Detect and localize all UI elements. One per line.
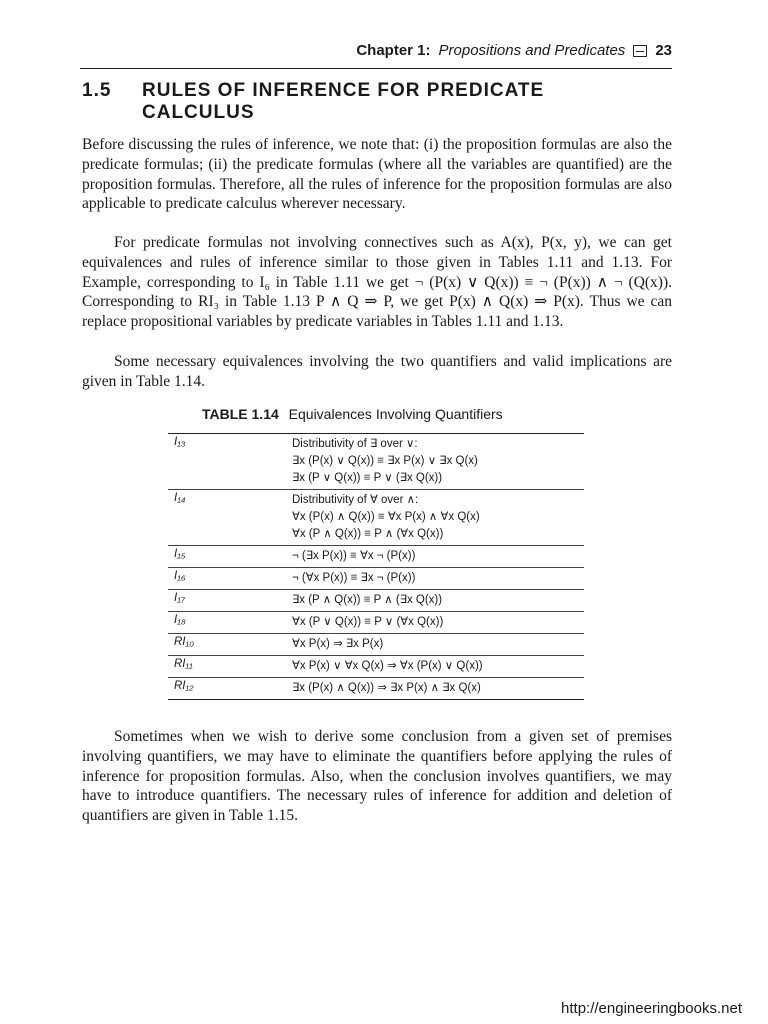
row-label: I₁₃	[174, 436, 186, 448]
page-header	[80, 38, 672, 69]
section-heading	[82, 80, 642, 124]
formula-line: ∃x (P ∨ Q(x)) ≡ P ∨ (∃x Q(x))	[292, 472, 443, 484]
table-row	[168, 612, 584, 634]
chapter-label: Chapter 1:	[356, 42, 431, 59]
table-row	[168, 546, 584, 568]
row-label: I₁₇	[174, 592, 185, 604]
formula-line: ¬ (∀x P(x)) ≡ ∃x ¬ (P(x))	[292, 572, 416, 584]
row-label: I₁₅	[174, 548, 186, 560]
formula-line: ∃x (P(x) ∧ Q(x)) ⇒ ∃x P(x) ∧ ∃x Q(x)	[292, 682, 481, 694]
row-content	[292, 614, 584, 631]
chapter-title: Propositions and Predicates	[438, 42, 626, 59]
formula-line: Distributivity of ∃ over ∨:	[292, 438, 418, 450]
book-icon	[633, 45, 647, 57]
row-label: I₁₆	[174, 570, 186, 582]
table-caption-text: Equivalences Involving Quantifiers	[288, 406, 503, 422]
page-number: 23	[655, 42, 672, 59]
formula-line: ∃x (P(x) ∨ Q(x)) ≡ ∃x P(x) ∨ ∃x Q(x)	[292, 455, 478, 467]
footer-url[interactable]: http://engineeringbooks.net	[561, 1000, 742, 1017]
row-label: RI₁₀	[174, 636, 194, 648]
row-content	[292, 680, 584, 697]
formula-line: ∀x (P(x) ∧ Q(x)) ≡ ∀x P(x) ∧ ∀x Q(x)	[292, 511, 480, 523]
formula-line: ∃x (P ∧ Q(x)) ≡ P ∧ (∃x Q(x))	[292, 594, 443, 606]
row-content	[292, 548, 584, 565]
row-content	[292, 592, 584, 609]
table-label: TABLE 1.14	[202, 406, 279, 422]
table-caption	[202, 406, 503, 422]
table-row	[168, 656, 584, 678]
formula-line: ¬ (∃x P(x)) ≡ ∀x ¬ (P(x))	[292, 550, 416, 562]
formula-line: ∀x P(x) ⇒ ∃x P(x)	[292, 638, 384, 650]
formula-line: ∀x (P ∨ Q(x)) ≡ P ∨ (∀x Q(x))	[292, 616, 444, 628]
row-content	[292, 570, 584, 587]
paragraph-equivalences-intro: Some necessary equivalences involving the two quantifiers and valid implications are given in Table 1.14.	[82, 353, 672, 390]
paragraph-intro: Before discussing the rules of inference, we note that: (i) the proposition formulas are also the predicate formulas; (ii) the predicate formulas (where all the variables are quantified) are the proposition formulas. Therefore, all the rules of inference for the proposition formulas are also applicable to predicate calculus wherever necessary.	[82, 136, 672, 213]
row-content	[292, 636, 584, 653]
row-content	[292, 658, 584, 675]
row-content	[292, 436, 584, 487]
table-row	[168, 490, 584, 546]
equivalences-table	[168, 433, 584, 700]
paragraph-predicate-formulas: For predicate formulas not involving connectives such as A(x), P(x, y), we can get equivalences and rules of inference similar to those given in Tables 1.11 and 1.13. For Example, corresponding to I₆ in Table 1.11 we get ¬ (P(x) ∨ Q(x)) ≡ ¬ (P(x)) ∧ ¬ (Q(x)). Corresponding to RI₃ in Table 1.13 P ∧ Q ⇒ P, we get P(x) ∧ Q(x) ⇒ P(x). Thus we can replace propositional variables by predicate variables in Tables 1.11 and 1.13.	[82, 234, 672, 331]
paragraph-quantifier-rules: Sometimes when we wish to derive some conclusion from a given set of premises involving quantifiers, we may have to eliminate the quantifiers before applying the rules of inference for proposition formulas. Also, when the conclusion involves quantifiers, we may have to introduce quantifiers. The necessary rules of inference for addition and deletion of quantifiers are given in Table 1.15.	[82, 728, 672, 825]
table-row	[168, 568, 584, 590]
formula-line: ∀x P(x) ∨ ∀x Q(x) ⇒ ∀x (P(x) ∨ Q(x))	[292, 660, 483, 672]
table-row	[168, 678, 584, 699]
table-row	[168, 590, 584, 612]
row-label: I₁₈	[174, 614, 186, 626]
row-label: RI₁₂	[174, 680, 194, 692]
formula-line: Distributivity of ∀ over ∧:	[292, 494, 419, 506]
running-head	[356, 42, 672, 59]
row-label: RI₁₁	[174, 658, 193, 670]
row-content	[292, 492, 584, 543]
formula-line: ∀x (P ∧ Q(x)) ≡ P ∧ (∀x Q(x))	[292, 528, 444, 540]
row-label: I₁₄	[174, 492, 186, 504]
table-row	[168, 634, 584, 656]
section-title: RULES OF INFERENCE FOR PREDICATE CALCULUS	[142, 80, 545, 123]
section-number: 1.5	[82, 80, 112, 101]
table-row	[168, 434, 584, 490]
